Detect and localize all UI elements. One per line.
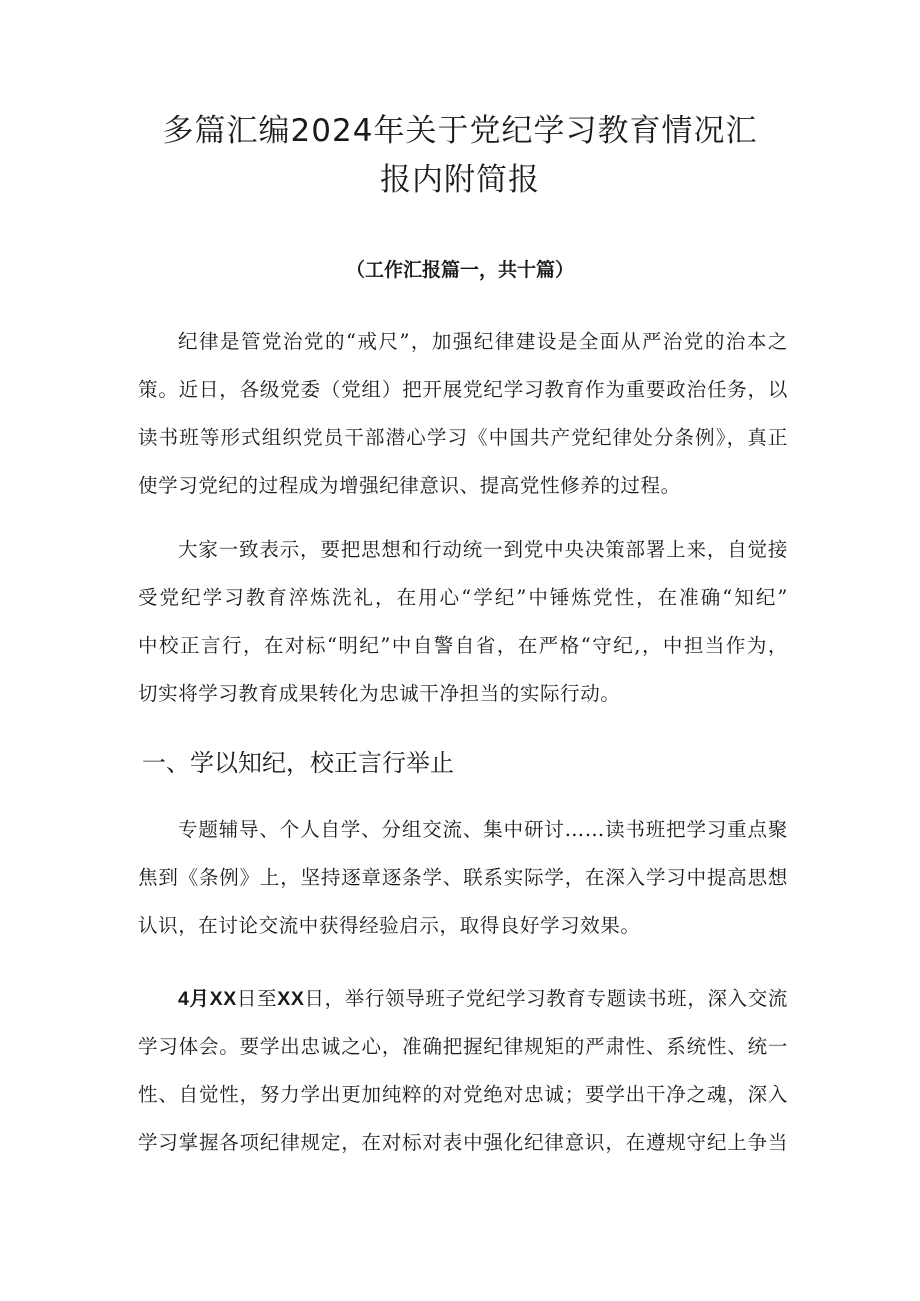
- date-month: 4月: [178, 988, 210, 1010]
- paragraph-line: 切实将学习教育成果转化为忠诚干净担当的实际行动。: [138, 682, 621, 705]
- paragraph-line: 焦到《条例》上，坚持逐章逐条学、联系实际学，在深入学习中提高思想: [138, 866, 788, 889]
- document-title-line-2: 报内附简报: [380, 162, 540, 198]
- paragraph-line-rest: 日，举行领导班子党纪学习教育专题读书班，深入交流: [304, 987, 789, 1010]
- date-connector: 日至: [236, 987, 278, 1010]
- paragraph-line-first: [138, 975, 788, 1023]
- paragraph-line: 大家一致表示，要把思想和行动统一到党中央决策部署上来，自觉接: [178, 538, 788, 561]
- paragraph-line: 专题辅导、个人自学、分组交流、集中研讨……读书班把学习重点聚: [178, 818, 788, 841]
- document-subtitle: （工作汇报篇一，共十篇）: [345, 259, 574, 281]
- paragraph-line: 使学习党纪的过程成为增强纪律意识、提高党性修养的过程。: [138, 474, 681, 497]
- paragraph-line: 性、自觉性，努力学出更加纯粹的对党绝对忠诚；要学出干净之魂，深入: [138, 1083, 788, 1106]
- paragraph-line: 中校正言行，在对标“明纪”中自警自省，在严格“守纪,，中担当作为，: [138, 634, 788, 657]
- date-placeholder-end: XX: [277, 988, 305, 1010]
- paragraph-line: 策。近日，各级党委（党组）把开展党纪学习教育作为重要政治任务，以: [138, 378, 788, 401]
- date-placeholder-start: XX: [209, 988, 237, 1010]
- section-heading: 一、学以知纪，校正言行举止: [142, 749, 454, 777]
- paragraph-line: 学习掌握各项纪律规定，在对标对表中强化纪律意识，在遵规守纪上争当: [138, 1131, 788, 1154]
- paragraph-line: 纪律是管党治党的“戒尺”，加强纪律建设是全面从严治党的治本之: [178, 330, 788, 353]
- paragraph-line: 认识，在讨论交流中获得经验启示，取得良好学习效果。: [138, 914, 641, 937]
- paragraph-line: 受党纪学习教育淬炼洗礼，在用心“学纪”中锤炼党性，在准确“知纪”: [138, 586, 788, 609]
- paragraph-3: [138, 806, 788, 950]
- paragraph-4: [138, 975, 788, 1167]
- paragraph-line: 学习体会。要学出忠诚之心，准确把握纪律规矩的严肃性、系统性、统一: [138, 1035, 788, 1058]
- paragraph-2: [138, 526, 788, 718]
- paragraph-line: 读书班等形式组织党员干部潜心学习《中国共产党纪律处分条例》，真正: [138, 426, 788, 449]
- document-title-line-1: 多篇汇编2024年关于党纪学习教育情况汇: [162, 113, 758, 149]
- paragraph-1: [138, 318, 788, 510]
